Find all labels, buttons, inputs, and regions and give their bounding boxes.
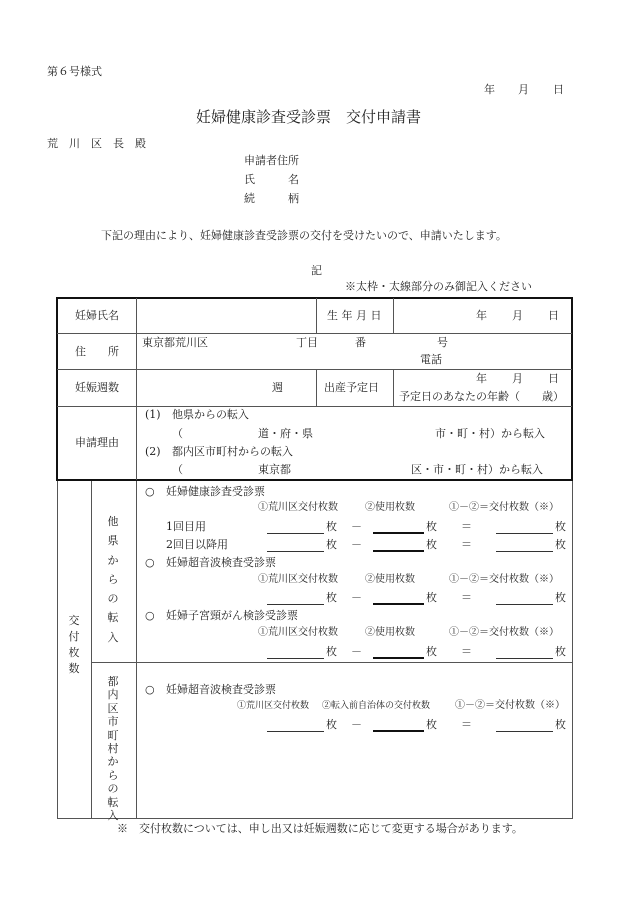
sheet-unit: 枚	[555, 718, 566, 731]
reason2-city: 区・市・町・村）から転入	[411, 463, 543, 476]
minus-sign: －	[351, 538, 362, 551]
reason1-text: 他県からの転入	[172, 408, 249, 421]
address-prefix: 東京都荒川区	[142, 336, 208, 349]
date-month: 月	[518, 83, 529, 96]
reason1-number: (1)	[145, 408, 161, 421]
sheet-unit: 枚	[426, 645, 437, 658]
applicant-address-label: 申請者住所	[244, 154, 299, 167]
ultrasound-arakawa-field[interactable]	[267, 604, 324, 605]
col1-header: ①荒川区交付枚数	[258, 502, 338, 513]
due-year-unit: 年	[476, 372, 487, 385]
equals-sign: ＝	[461, 591, 472, 604]
minus-sign: －	[351, 645, 362, 658]
pregnancy-weeks-label: 妊娠週数	[75, 381, 119, 394]
ultrasound-used-field[interactable]	[373, 603, 424, 605]
address-chome-unit: 丁目	[296, 336, 318, 349]
circle-marker: ○	[145, 485, 155, 498]
tokyo-transfer-label: 都内区市町村からの転入	[107, 675, 119, 823]
address-go-unit: 号	[437, 336, 448, 349]
address-label: 住 所	[75, 345, 119, 358]
sheet-unit: 枚	[326, 591, 337, 604]
reason1-prefecture: 道・府・県	[258, 427, 313, 440]
col3-header: ①－②＝交付枚数（※）	[449, 574, 559, 585]
document-title: 妊婦健康診査受診票 交付申請書	[196, 108, 422, 126]
circle-marker: ○	[145, 683, 155, 696]
sheet-unit: 枚	[555, 520, 566, 533]
age-at-due-date: 予定日のあなたの年齢（ 歳）	[399, 390, 564, 403]
sheet-unit: 枚	[555, 538, 566, 551]
due-day-unit: 日	[548, 372, 559, 385]
birth-month-unit: 月	[512, 309, 523, 322]
health-first-issued-field[interactable]	[496, 533, 553, 534]
reason2-tokyo: 東京都	[258, 463, 291, 476]
cervical-arakawa-field[interactable]	[267, 658, 324, 659]
cervical-used-field[interactable]	[373, 657, 424, 659]
sheet-unit: 枚	[426, 520, 437, 533]
section-health-checkup: 妊婦健康診査受診票	[166, 485, 265, 498]
birthdate-label: 生 年 月 日	[327, 309, 382, 322]
row-first-visit: 1回目用	[166, 520, 206, 533]
col3-header: ①－②＝交付枚数（※）	[449, 502, 559, 513]
circle-marker: ○	[145, 556, 155, 569]
sheet-unit: 枚	[326, 718, 337, 731]
section-ultrasound: 妊婦超音波検査受診票	[166, 556, 276, 569]
section-cervical-cancer: 妊婦子宮頸がん検診受診票	[166, 609, 298, 622]
reason2-text: 都内区市町村からの転入	[172, 445, 293, 458]
sheet-unit: 枚	[426, 591, 437, 604]
other-prefecture-label: 他県からの転入	[107, 515, 119, 644]
sheet-unit: 枚	[326, 645, 337, 658]
reason-label: 申請理由	[75, 436, 119, 449]
tokyo-ultrasound-issued-field[interactable]	[496, 731, 553, 732]
col2-tokyo-header: ②転入前自治体の交付枚数	[322, 701, 431, 711]
pregnant-name-label: 妊婦氏名	[75, 309, 119, 322]
form-number: 第６号様式	[47, 65, 102, 78]
due-date-label: 出産予定日	[324, 381, 379, 394]
ki-heading: 記	[311, 264, 322, 277]
sheet-unit: 枚	[326, 538, 337, 551]
health-first-used-field[interactable]	[373, 532, 424, 534]
ultrasound-issued-field[interactable]	[496, 604, 553, 605]
sheet-unit: 枚	[555, 645, 566, 658]
address-ban-unit: 番	[355, 336, 366, 349]
row-later-visits: 2回目以降用	[166, 538, 228, 551]
equals-sign: ＝	[461, 718, 472, 731]
reason2-number: (2)	[145, 445, 161, 458]
health-first-arakawa-field[interactable]	[267, 533, 324, 534]
tokyo-ultrasound-prev-field[interactable]	[373, 730, 424, 732]
sheet-unit: 枚	[426, 538, 437, 551]
equals-sign: ＝	[461, 538, 472, 551]
col1-header: ①荒川区交付枚数	[258, 627, 338, 638]
col2-header: ②使用枚数	[365, 502, 415, 513]
footer-note: ※ 交付枚数については、申し出又は妊娠週数に応じて変更する場合があります。	[117, 822, 523, 835]
due-month-unit: 月	[512, 372, 523, 385]
reason1-city: 市・町・村）から転入	[435, 427, 545, 440]
fill-note: ※太枠・太線部分のみ御記入ください	[345, 280, 532, 293]
weeks-unit: 週	[272, 381, 283, 394]
minus-sign: －	[351, 591, 362, 604]
cervical-issued-field[interactable]	[496, 658, 553, 659]
date-day: 日	[553, 83, 564, 96]
reason1-open-paren: （	[172, 427, 183, 440]
sheet-unit: 枚	[426, 718, 437, 731]
addressee: 荒 川 区 長 殿	[47, 137, 146, 150]
circle-marker: ○	[145, 609, 155, 622]
col2-header: ②使用枚数	[365, 627, 415, 638]
equals-sign: ＝	[461, 645, 472, 658]
pregnant-name-field[interactable]	[138, 300, 314, 332]
col3-header: ①－②＝交付枚数（※）	[455, 700, 565, 711]
health-later-used-field[interactable]	[373, 550, 424, 552]
col3-header: ①－②＝交付枚数（※）	[449, 627, 559, 638]
col1-header: ①荒川区交付枚数	[258, 574, 338, 585]
birth-year-unit: 年	[476, 309, 487, 322]
equals-sign: ＝	[461, 520, 472, 533]
minus-sign: －	[351, 520, 362, 533]
issue-count-label: 交付枚数	[68, 614, 80, 675]
tokyo-ultrasound-arakawa-field[interactable]	[267, 731, 324, 732]
reason2-open-paren: （	[172, 463, 183, 476]
sheet-unit: 枚	[555, 591, 566, 604]
applicant-relation-label: 続 柄	[244, 192, 299, 205]
birth-day-unit: 日	[548, 309, 559, 322]
date-year: 年	[484, 83, 495, 96]
statement: 下記の理由により、妊婦健康診査受診票の交付を受けたいので、申請いたします。	[101, 229, 507, 242]
sheet-unit: 枚	[326, 520, 337, 533]
phone-label: 電話	[420, 353, 442, 366]
applicant-name-label: 氏 名	[244, 173, 299, 186]
health-later-arakawa-field[interactable]	[267, 551, 324, 552]
col1-header: ①荒川区交付枚数	[237, 701, 310, 711]
health-later-issued-field[interactable]	[496, 551, 553, 552]
pregnancy-weeks-field[interactable]	[138, 371, 314, 404]
minus-sign: －	[351, 718, 362, 731]
tokyo-section-ultrasound: 妊婦超音波検査受診票	[166, 683, 276, 696]
col2-header: ②使用枚数	[365, 574, 415, 585]
